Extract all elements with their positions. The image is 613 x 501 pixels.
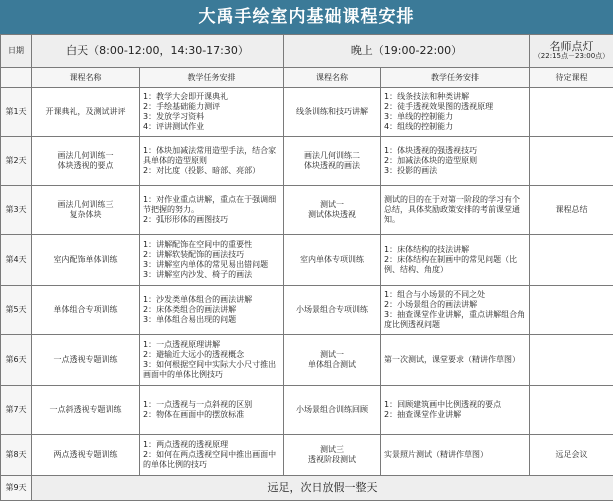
schedule-row — [1, 335, 613, 386]
col-teaching-tasks-night: 教学任务安排 — [381, 68, 530, 88]
col-course-name: 课程名称 — [32, 68, 140, 88]
mentor-cell — [530, 286, 613, 335]
day-cell: 第2天 — [1, 137, 32, 186]
last-row — [1, 476, 613, 501]
day-tasks-cell: 1：一点透视与一点斜视的区别 2：物体在画面中的摆放标准 — [140, 386, 284, 435]
empty-cell — [1, 68, 32, 88]
col-course-name-night: 课程名称 — [284, 68, 381, 88]
day-tasks-cell: 1：体块加减法常用造型手法，结合家具单体的造型原则 2：对比度（投影、暗部、亮部） — [140, 137, 284, 186]
night-course-cell: 小场景组合专项训练 — [284, 286, 381, 335]
day-tasks-cell: 1：讲解配饰在空间中的重要性 2：讲解软装配饰的画法技巧 3：讲解室内单体的常见易出错问题 3：讲解室内沙发、椅子的画法 — [140, 235, 284, 286]
mentor-cell — [530, 88, 613, 137]
night-tasks-cell: 第一次测试，课堂要求（精讲作草图） — [381, 335, 530, 386]
day-cell: 第9天 — [1, 476, 32, 501]
mentor-cell: 远足会议 — [530, 435, 613, 476]
night-tasks-cell: 测试的目的在于对第一阶段的学习有个总结，具体奖励政策安排的考前课堂通知。 — [381, 186, 530, 235]
night-course-cell: 测试三 透视阶段测试 — [284, 435, 381, 476]
mentor-cell — [530, 335, 613, 386]
schedule-row — [1, 235, 613, 286]
day-cell: 第4天 — [1, 235, 32, 286]
day-tasks-cell: 1：两点透视的透视原理 2：如何在两点透视空间中推出画面中的单体比例的技巧 — [140, 435, 284, 476]
mentor-cell: 课程总结 — [530, 186, 613, 235]
mentor-cell — [530, 386, 613, 435]
mentor-header — [530, 35, 613, 68]
schedule-row — [1, 88, 613, 137]
night-tasks-cell: 1：床体结构的技法讲解 2：床体结构在制画中的常见问题（比例、结构、角度） — [381, 235, 530, 286]
night-course-cell: 画法几何训练二 体块透视的画法 — [284, 137, 381, 186]
col-teaching-tasks: 教学任务安排 — [140, 68, 284, 88]
day-header: 白天（8:00-12:00，14:30-17:30） — [32, 35, 284, 68]
day-cell: 第6天 — [1, 335, 32, 386]
day-tasks-cell: 1：教学大会即开课典礼 2：手绘基础能力测评 3：发放学习资料 4：评讲测试作业 — [140, 88, 284, 137]
night-tasks-cell: 1：体块透视的强透视技巧 2：加减法体块的造型原则 3：投影的画法 — [381, 137, 530, 186]
mentor-time: （22:15点－23:00点） — [533, 52, 610, 61]
date-header: 日期 — [1, 35, 32, 68]
day-course-cell: 一点透视专题训练 — [32, 335, 140, 386]
night-tasks-cell: 1：组合与小场景的不同之处 2：小场景组合的画法讲解 3：抽查课堂作业讲解，重点讲解组合角度比例透视问题 — [381, 286, 530, 335]
schedule-row — [1, 286, 613, 335]
day-tasks-cell: 1：一点透视原理讲解 2：避输近大远小的透视概念 3：如何根据空间中实际大小尺寸推出画面中的单体比例技巧 — [140, 335, 284, 386]
night-tasks-cell: 1：回顾建筑画中比例透视的要点 2：抽查课堂作业讲解 — [381, 386, 530, 435]
day-course-cell: 一点斜透视专题训练 — [32, 386, 140, 435]
day-cell: 第8天 — [1, 435, 32, 476]
day-course-cell: 单体组合专项训练 — [32, 286, 140, 335]
day-cell: 第3天 — [1, 186, 32, 235]
night-header: 晚上（19:00-22:00） — [284, 35, 530, 68]
night-tasks-cell: 实景照片测试（精讲作草图） — [381, 435, 530, 476]
day-course-cell: 画法几何训练三 复杂体块 — [32, 186, 140, 235]
col-pending: 待定课程 — [530, 68, 613, 88]
subheader-row — [1, 68, 613, 88]
night-course-cell: 测试一 单体组合测试 — [284, 335, 381, 386]
day-course-cell: 室内配饰单体训练 — [32, 235, 140, 286]
night-tasks-cell: 1：线条技法和种类讲解 2：徒手透视效果图的透视原理 3：单线的控制能力 4：组线的控制能力 — [381, 88, 530, 137]
mentor-cell — [530, 137, 613, 186]
schedule-table — [0, 34, 613, 501]
mentor-cell — [530, 235, 613, 286]
day-tasks-cell: 1：沙发类单体组合的画法讲解 2：床体类组合的画法讲解 3：单体组合易出现的问题 — [140, 286, 284, 335]
day-cell: 第5天 — [1, 286, 32, 335]
schedule-row — [1, 186, 613, 235]
schedule-row — [1, 137, 613, 186]
day-cell: 第1天 — [1, 88, 32, 137]
day-cell: 第7天 — [1, 386, 32, 435]
day-course-cell: 两点透视专题训练 — [32, 435, 140, 476]
header-row — [1, 35, 613, 68]
night-course-cell: 小场景组合训练回顾 — [284, 386, 381, 435]
schedule-row — [1, 435, 613, 476]
day-course-cell: 画法几何训练一 体块透视的要点 — [32, 137, 140, 186]
schedule-row — [1, 386, 613, 435]
last-row-text: 远足，次日放假一整天 — [32, 476, 613, 501]
night-course-cell: 室内单体专项训练 — [284, 235, 381, 286]
day-course-cell: 开课典礼，及测试讲评 — [32, 88, 140, 137]
day-tasks-cell: 1：对作业重点讲解，重点在于强调细节把握的努力。 2：弧形形体的画图技巧 — [140, 186, 284, 235]
night-course-cell: 线条训练和技巧讲解 — [284, 88, 381, 137]
mentor-label: 名师点灯 — [550, 40, 594, 53]
night-course-cell: 测试一 测试体块透视 — [284, 186, 381, 235]
page-title: 大禹手绘室内基础课程安排 — [0, 0, 613, 34]
